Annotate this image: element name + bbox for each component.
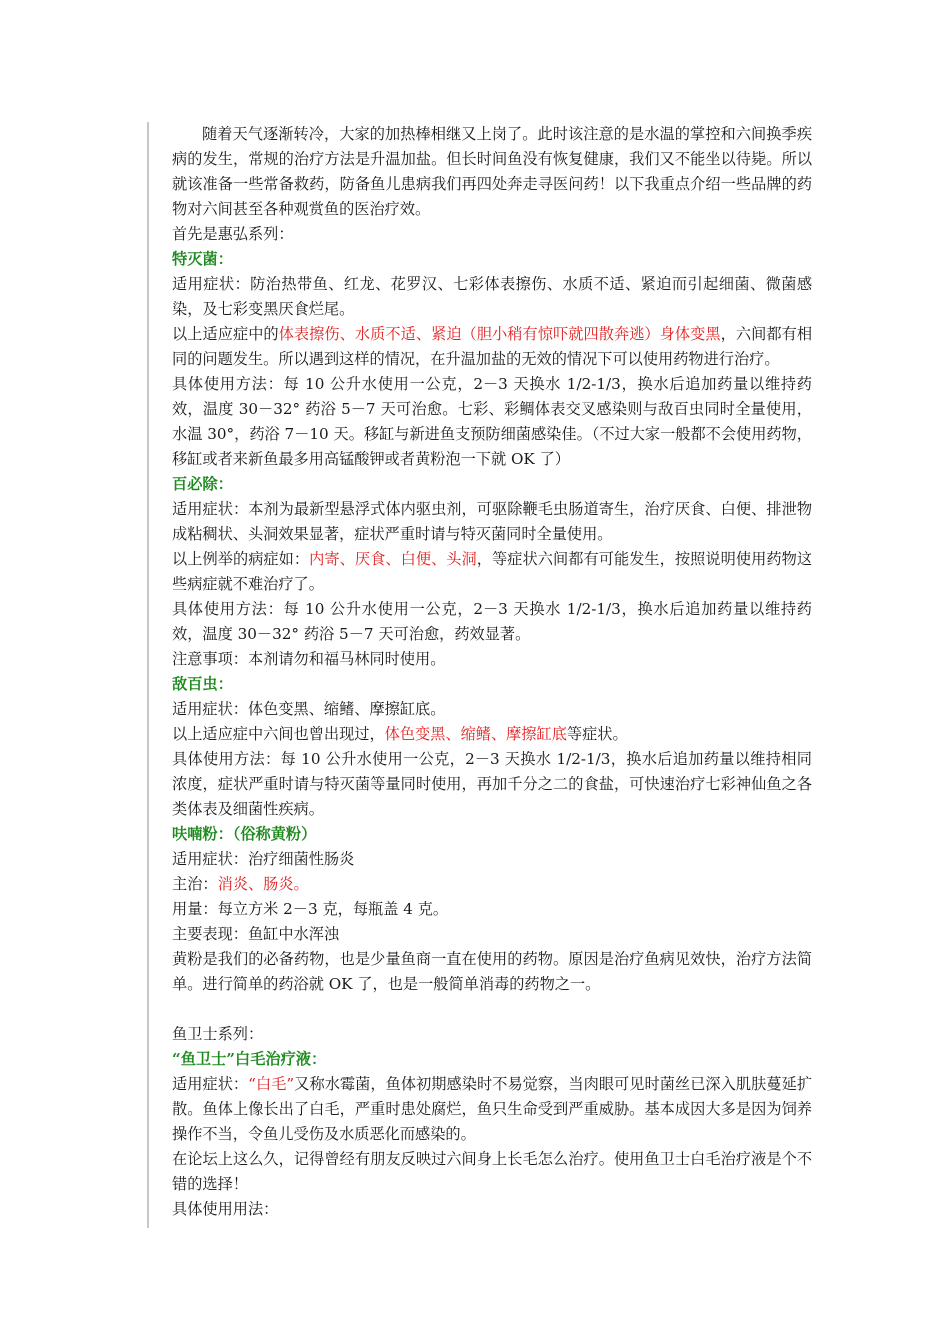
- drug-heading-temiejun: 特灭菌：: [172, 250, 233, 268]
- baibichu-note-highlight: 内寄、厌食、白便、头洞: [309, 550, 477, 568]
- section-spacer: [172, 997, 812, 1022]
- series-heading-huihong: 首先是惠弘系列：: [172, 225, 294, 243]
- article-body: [172, 122, 812, 1222]
- baimao-forum-note: 在论坛上这么久，记得曾经有朋友反映过六间身上长毛怎么治疗。使用鱼卫士白毛治疗液是个不错的选择！: [172, 1150, 812, 1193]
- drug-heading-dibaichong: 敌百虫：: [172, 675, 233, 693]
- baibichu-indication: 适用症状：本剂为最新型悬浮式体内驱虫剂，可驱除鞭毛虫肠道寄生，治疗厌食、白便、排泄物成粘稠状、头洞效果显著，症状严重时请与特灭菌同时全量使用。: [172, 500, 812, 543]
- funanfen-dosage: 用量：每立方米 2－3 克，每瓶盖 4 克。: [172, 900, 449, 918]
- dibaichong-note-post: 等症状。: [566, 725, 628, 743]
- baimao-indication-rest: 又称水霉菌，鱼体初期感染时不易觉察，当肉眼可见时菌丝已深入肌肤蔓延扩散。鱼体上像长出了白毛，严重时患处腐烂，鱼只生命受到严重威胁。基本成因大多是因为饲养操作不当，令鱼儿受伤及水质恶化而感染的。: [172, 1075, 813, 1143]
- funanfen-main-label: 主治：: [172, 875, 218, 893]
- temiejun-indication: 适用症状：防治热带鱼、红龙、花罗汉、七彩体表擦伤、水质不适、紧迫而引起细菌、微菌感染，及七彩变黑厌食烂尾。: [172, 275, 812, 318]
- baibichu-note-post: ，等症状六间都有可能发生，按照说明使用药物这些病症就不难治疗了。: [172, 550, 813, 593]
- funanfen-main-highlight: 消炎、肠炎。: [217, 875, 309, 893]
- drug-heading-baibichu: 百必除：: [172, 475, 233, 493]
- temiejun-note-highlight: 体表擦伤、水质不适、紧迫（胆小稍有惊吓就四散奔逃）身体变黑: [278, 325, 721, 343]
- funanfen-symptom: 主要表现：鱼缸中水浑浊: [172, 925, 340, 943]
- left-margin-rule: [147, 122, 149, 1228]
- baibichu-usage: 具体使用方法：每 10 公升水使用一公克，2－3 天换水 1/2-1/3，换水后追加药量以维持药效，温度 30－32° 药浴 5－7 天可治愈，药效显著。: [172, 600, 812, 643]
- funanfen-main: [172, 872, 812, 897]
- baimao-indication-label: 适用症状：: [172, 1075, 249, 1093]
- baimao-indication: [172, 1072, 812, 1147]
- temiejun-note: [172, 322, 812, 372]
- series-heading-yuweishi: 鱼卫士系列：: [172, 1025, 264, 1043]
- temiejun-note-post: ，六间都有相同的问题发生。所以遇到这样的情况，在升温加盐的无效的情况下可以使用药物进行治疗。: [172, 325, 813, 368]
- drug-heading-baimao: “鱼卫士”白毛治疗液：: [172, 1050, 327, 1068]
- drug-heading-funanfen: 呋喃粉：（俗称黄粉）: [172, 825, 317, 843]
- dibaichong-usage: 具体使用方法：每 10 公升水使用一公克，2－3 天换水 1/2-1/3，换水后追加药量以维持相同浓度，症状严重时请与特灭菌等量同时使用，再加千分之二的食盐，可快速治疗七彩神仙鱼之各类体表及细菌性疾病。: [172, 750, 812, 818]
- baibichu-note-pre: 以上例举的病症如：: [172, 550, 310, 568]
- funanfen-indication: 适用症状：治疗细菌性肠炎: [172, 850, 355, 868]
- dibaichong-note-highlight: 体色变黑、缩鳍、摩擦缸底: [384, 725, 567, 743]
- temiejun-usage: 具体使用方法：每 10 公升水使用一公克，2－3 天换水 1/2-1/3，换水后追加药量以维持药效，温度 30－32° 药浴 5－7 天可治愈。七彩、彩鲷体表交叉感染则与敌百虫同时全量使用，水温 30°，药浴 7－10 天。移缸与新进鱼支预防细菌感染佳。（不过大家一般都不会使用药物，移缸或者来新鱼最多用高锰酸钾或者黄粉泡一下就 OK 了）: [172, 375, 812, 468]
- baimao-indication-highlight: “白毛”: [248, 1075, 295, 1093]
- baibichu-caution: 注意事项：本剂请勿和福马林同时使用。: [172, 650, 446, 668]
- temiejun-note-pre: 以上适应症中的: [172, 325, 279, 343]
- baimao-usage-label: 具体使用用法：: [172, 1200, 279, 1218]
- dibaichong-note-pre: 以上适应症中六间也曾出现过，: [172, 725, 385, 743]
- dibaichong-indication: 适用症状：体色变黑、缩鳍、摩擦缸底。: [172, 700, 446, 718]
- dibaichong-note: [172, 722, 812, 747]
- baibichu-note: [172, 547, 812, 597]
- funanfen-description: 黄粉是我们的必备药物，也是少量鱼商一直在使用的药物。原因是治疗鱼病见效快，治疗方法简单。进行简单的药浴就 OK 了，也是一般简单消毒的药物之一。: [172, 950, 812, 993]
- intro-paragraph: 随着天气逐渐转冷，大家的加热棒相继又上岗了。此时该注意的是水温的掌控和六间换季疾病的发生，常规的治疗方法是升温加盐。但长时间鱼没有恢复健康，我们又不能坐以待毙。所以就该准备一些常备救药，防备鱼儿患病我们再四处奔走寻医问药！以下我重点介绍一些品牌的药物对六间甚至各种观赏鱼的医治疗效。: [172, 125, 812, 218]
